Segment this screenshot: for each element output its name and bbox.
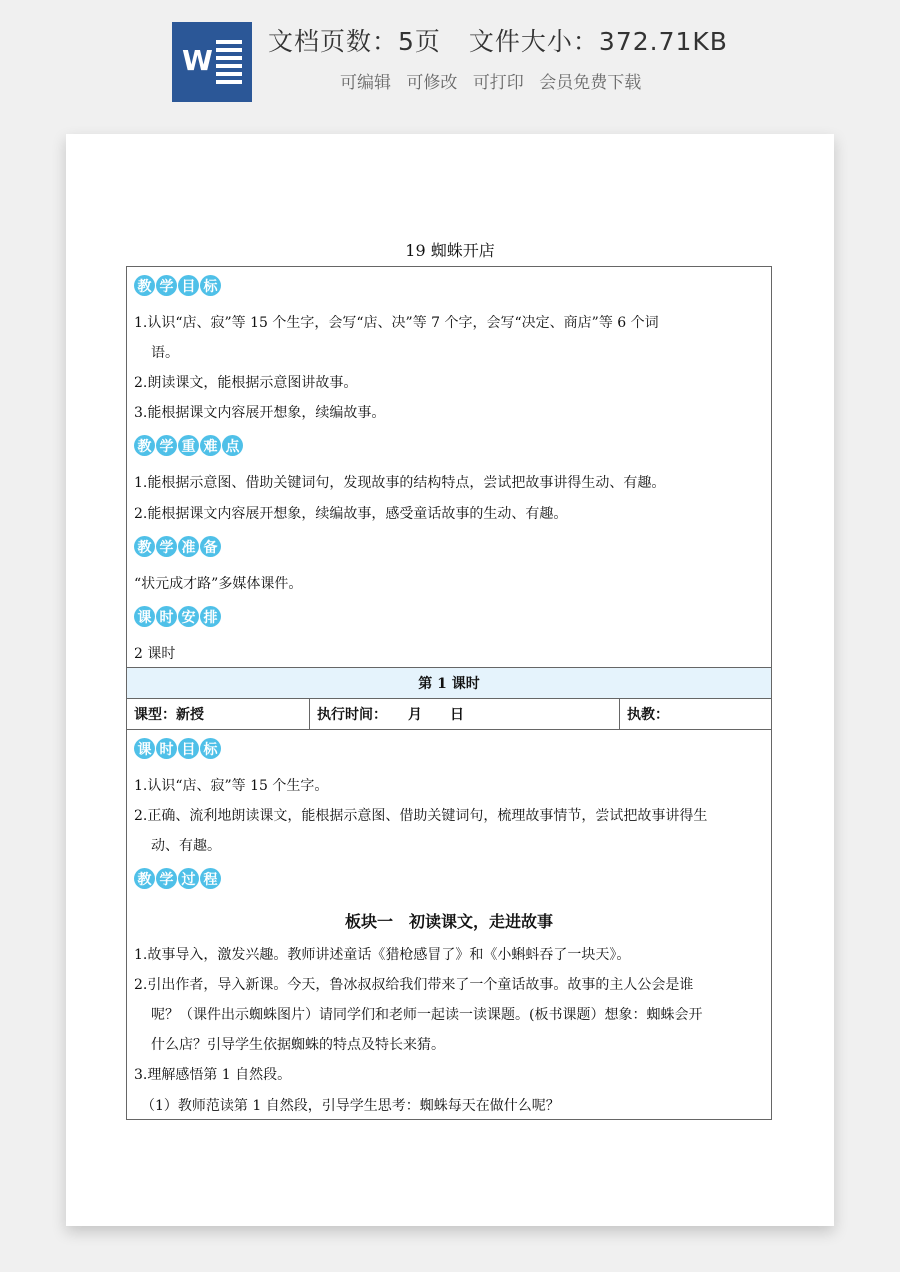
label-char: 时 [156,738,177,759]
feature-free-download: 会员免费下载 [539,73,642,93]
label-char: 目 [178,738,199,759]
lesson-goal-line: 动、有趣。 [151,838,221,854]
label-char: 程 [200,868,221,889]
lesson-type: 课型：新授 [134,707,204,723]
prep-line: “状元成才路”多媒体课件。 [134,576,303,592]
section-label-goals [134,275,221,296]
keypoint-line: 1.能根据示意图、借助关键词句，发现故事的结构特点，尝试把故事讲得生动、有趣。 [134,475,666,491]
process-line: 什么店？引导学生依据蜘蛛的特点及特长来猜。 [151,1037,445,1053]
label-char: 重 [178,435,199,456]
process-line: 3.理解感悟第 1 自然段。 [134,1067,292,1083]
label-char: 课 [134,738,155,759]
feature-editable: 可编辑 [340,73,391,93]
section-label-lesson-goals [134,738,221,759]
label-char: 教 [134,275,155,296]
label-char: 排 [200,606,221,627]
feature-modifiable: 可修改 [406,73,458,93]
lesson-teacher: 执教： [627,707,669,723]
label-char: 课 [134,606,155,627]
keypoint-line: 2.能根据课文内容展开想象，续编故事，感受童话故事的生动、有趣。 [134,506,568,522]
page-count: 文档页数：5页 [268,27,441,56]
feature-printable: 可打印 [472,73,524,93]
lesson-time: 执行时间： 月 日 [317,707,464,723]
label-char: 教 [134,536,155,557]
label-char: 安 [178,606,199,627]
feature-list [340,68,651,93]
lesson-goal-line: 2.正确、流利地朗读课文，能根据示意图、借助关键词句，梳理故事情节，尝试把故事讲得生 [134,808,708,824]
table-divider [127,729,771,730]
module-title: 板块一 初读课文，走进故事 [344,912,553,931]
lesson-plan-table [126,266,772,1120]
label-char: 学 [156,435,177,456]
section-label-schedule [134,606,221,627]
goal-line: 2.朗读课文，能根据示意图讲故事。 [134,375,358,391]
label-char: 时 [156,606,177,627]
goal-line: 1.认识“店、寂”等 15 个生字，会写“店、决”等 7 个字，会写“决定、商店”等 6 个词 [134,315,659,331]
label-char: 准 [178,536,199,557]
goal-line: 3.能根据课文内容展开想象，续编故事。 [134,405,386,421]
label-char: 目 [178,275,199,296]
process-line: 1.故事导入，激发兴趣。教师讲述童话《猎枪感冒了》和《小蝌蚪吞了一块天》。 [134,947,631,963]
label-char: 标 [200,738,221,759]
file-size: 文件大小：372.71KB [468,27,728,56]
table-divider [309,698,310,729]
lesson-header: 第 1 课时 [127,668,771,698]
section-label-prep [134,536,221,557]
label-char: 标 [200,275,221,296]
process-line: 2.引出作者，导入新课。今天，鲁冰叔叔给我们带来了一个童话故事。故事的主人公会是谁 [134,977,694,993]
document-title: 19 蜘蛛开店 [405,241,495,260]
label-char: 学 [156,868,177,889]
schedule-line: 2 课时 [134,646,176,662]
document-page [66,134,834,1226]
label-char: 难 [200,435,221,456]
process-line: 呢？（课件出示蜘蛛图片）请同学们和老师一起读一读课题。(板书课题）想象：蜘蛛会开 [151,1007,703,1023]
label-char: 学 [156,275,177,296]
label-char: 教 [134,868,155,889]
label-char: 过 [178,868,199,889]
label-char: 学 [156,536,177,557]
label-char: 备 [200,536,221,557]
section-label-process [134,868,221,889]
file-meta [268,22,756,58]
lesson-goal-line: 1.认识“店、寂”等 15 个生字。 [134,778,329,794]
goal-line: 语。 [151,345,179,361]
process-line: （1）教师范读第 1 自然段，引导学生思考：蜘蛛每天在做什么呢？ [141,1098,560,1114]
table-divider [619,698,620,729]
section-label-keypoints [134,435,243,456]
word-doc-icon: W [172,22,252,102]
label-char: 点 [222,435,243,456]
download-banner [0,0,900,120]
label-char: 教 [134,435,155,456]
